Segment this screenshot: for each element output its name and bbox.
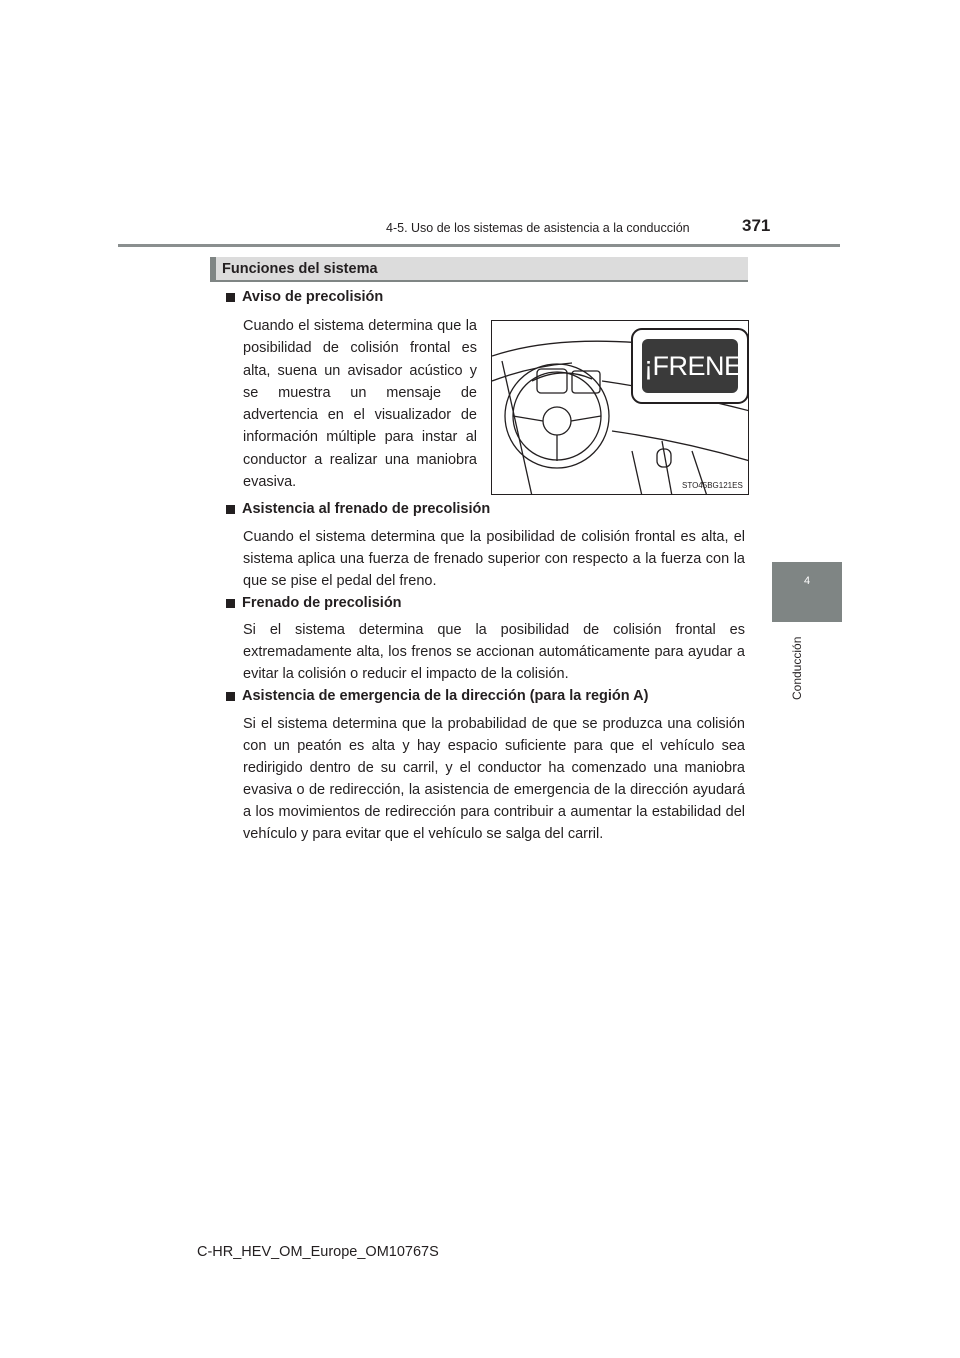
section-title: Funciones del sistema	[222, 261, 378, 277]
chapter-label	[786, 630, 806, 720]
warning-message: ¡FRENE!	[644, 351, 749, 381]
item-heading	[226, 501, 490, 517]
item-heading-text: Frenado de precolisión	[242, 595, 402, 611]
figure-code: STO45BG121ES	[682, 481, 743, 490]
chapter-number: 4	[803, 575, 811, 587]
square-bullet-icon	[226, 599, 235, 608]
running-header: 4-5. Uso de los sistemas de asistencia a la conducción	[386, 221, 690, 235]
header-rule	[118, 244, 840, 247]
square-bullet-icon	[226, 505, 235, 514]
dashboard-illustration	[491, 320, 749, 495]
item-heading	[226, 289, 383, 305]
item-heading-text: Aviso de precolisión	[242, 289, 384, 305]
chapter-label-text: Conducción	[790, 636, 804, 700]
item-paragraph: Cuando el sistema determina que la posibilidad de colisión frontal es alta, suena un avisador acústico y se muestra un mensaje de advertencia en el visualizador de información múltiple para instar al conductor a realizar una maniobra evasiva.	[243, 318, 477, 491]
item-heading	[226, 688, 648, 704]
item-heading-text: Asistencia de emergencia de la dirección (para la región A)	[242, 688, 649, 704]
item-heading	[226, 595, 402, 611]
item-paragraph: Cuando el sistema determina que la posibilidad de colisión frontal es alta, el sistema aplica una fuerza de frenado superior con respecto a la fuerza con la que se pise el pedal del freno.	[243, 529, 745, 589]
footer-code: C-HR_HEV_OM_Europe_OM10767S	[197, 1244, 439, 1260]
chapter-tab	[772, 562, 842, 622]
item-paragraph: Si el sistema determina que la posibilidad de colisión frontal es extremadamente alta, los frenos se accionan automáticamente para ayudar a evitar la colisión o reducir el impacto de la colisión.	[243, 622, 745, 682]
square-bullet-icon	[226, 692, 235, 701]
dashboard-drawing	[492, 321, 749, 495]
item-heading-text: Asistencia al frenado de precolisión	[242, 501, 491, 517]
square-bullet-icon	[226, 293, 235, 302]
item-paragraph: Si el sistema determina que la probabilidad de que se produzca una colisión con un peatón es alta y hay espacio suficiente para que el vehículo sea redirigido dentro de su carril, y el conductor ha comenzado una maniobra evasiva o de redirección, la asistencia de emergencia de la dirección ayudará a los movimientos de redirección para contribuir a aumentar la estabilidad del vehículo y para evitar que el vehículo se salga del carril.	[243, 716, 745, 842]
page-number: 371	[742, 216, 771, 235]
